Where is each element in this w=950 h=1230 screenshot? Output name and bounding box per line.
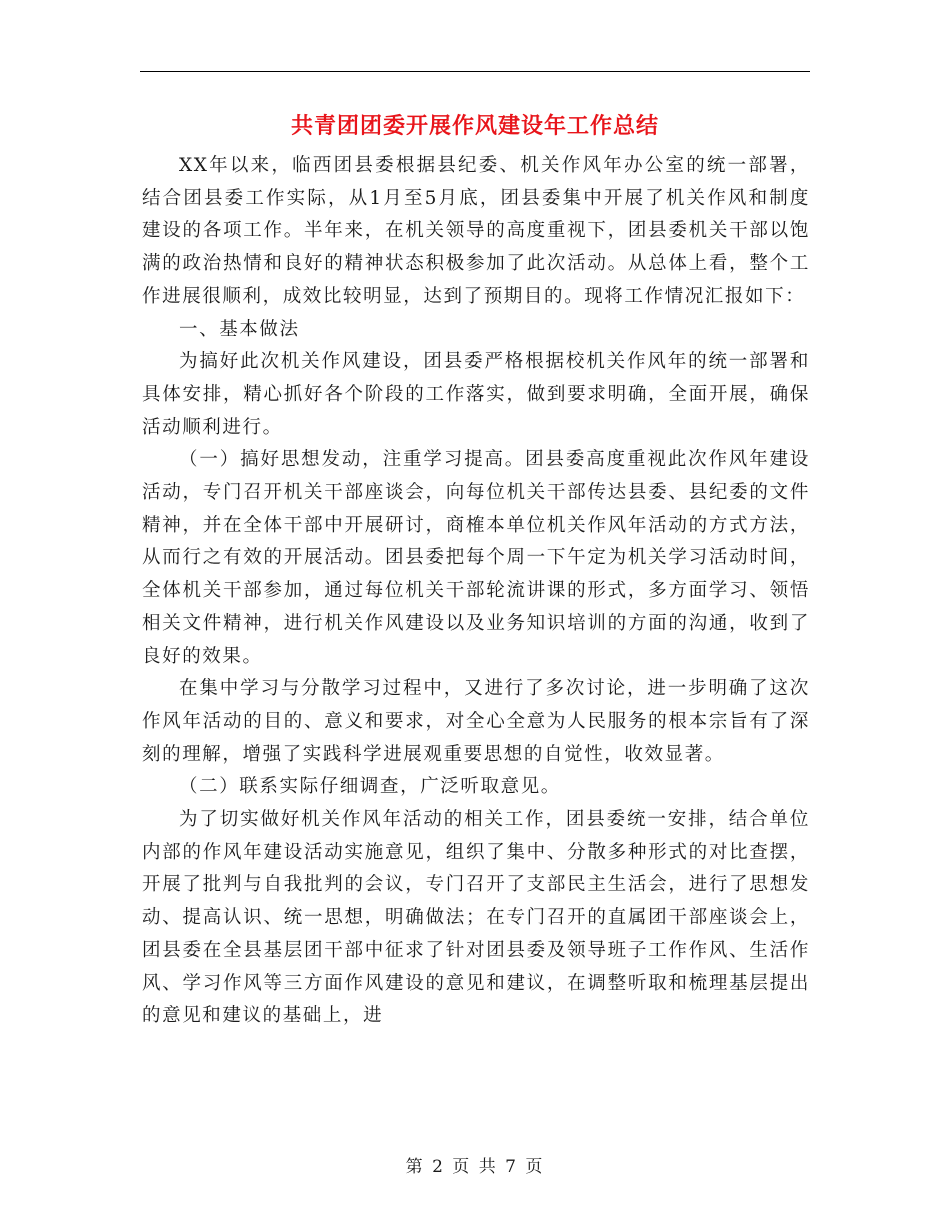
paragraph-study-discussion: 在集中学习与分散学习过程中，又进行了多次讨论，进一步明确了这次作风年活动的目的、意义和要求，对全心全意为人民服务的根本宗旨有了深刻的理解，增强了实践科学进展观重要思想的自觉性，收效显著。 xyxy=(142,678,810,765)
header-rule xyxy=(140,71,810,72)
footer-middle: 页 共 xyxy=(452,1157,498,1177)
section-heading-basic-approach: 一、基本做法 xyxy=(179,318,300,340)
footer-suffix: 页 xyxy=(525,1157,545,1177)
subheading-part-two: （二）联系实际仔细调查，广泛听取意见。 xyxy=(179,776,561,798)
footer-current-page: 2 xyxy=(432,1157,445,1177)
document-body xyxy=(142,150,810,1033)
footer-prefix: 第 xyxy=(405,1157,425,1177)
paragraph-part-two: 为了切实做好机关作风年活动的相关工作，团县委统一安排，结合单位内部的作风年建设活动实施意见，组织了集中、分散多种形式的对比查摆，开展了批判与自我批判的会议，专门召开了支部民主生活会，进行了思想发动、提高认识、统一思想，明确做法；在专门召开的直属团干部座谈会上，团县委在全县基层团干部中征求了针对团县委及领导班子工作作风、生活作风、学习作风等三方面作风建设的意见和建议，在调整听取和梳理基层提出的意见和建议的基础上，进 xyxy=(142,809,810,1027)
paragraph-approach: 为搞好此次机关作风建设，团县委严格根据校机关作风年的统一部署和具体安排，精心抓好各个阶段的工作落实，做到要求明确，全面开展，确保活动顺利进行。 xyxy=(142,351,810,438)
page-footer xyxy=(0,1152,950,1177)
footer-total-pages: 7 xyxy=(505,1157,518,1177)
paragraph-part-one: （一）搞好思想发动，注重学习提高。团县委高度重视此次作风年建设活动，专门召开机关干部座谈会，向每位机关干部传达县委、县纪委的文件精神，并在全体干部中开展研讨，商榷本单位机关作风年活动的方式方法，从而行之有效的开展活动。团县委把每个周一下午定为机关学习活动时间，全体机关干部参加，通过每位机关干部轮流讲课的形式，多方面学习、领悟相关文件精神，进行机关作风建设以及业务知识培训的方面的沟通，收到了良好的效果。 xyxy=(142,449,810,667)
paragraph-intro: XX年以来，临西团县委根据县纪委、机关作风年办公室的统一部署，结合团县委工作实际，从1月至5月底，团县委集中开展了机关作风和制度建设的各项工作。半年来，在机关领导的高度重视下，团县委机关干部以饱满的政治热情和良好的精神状态积极参加了此次活动。从总体上看，整个工作进展很顺利，成效比较明显，达到了预期目的。现将工作情况汇报如下： xyxy=(142,155,810,307)
document-title: 共青团团委开展作风建设年工作总结 xyxy=(290,113,659,139)
